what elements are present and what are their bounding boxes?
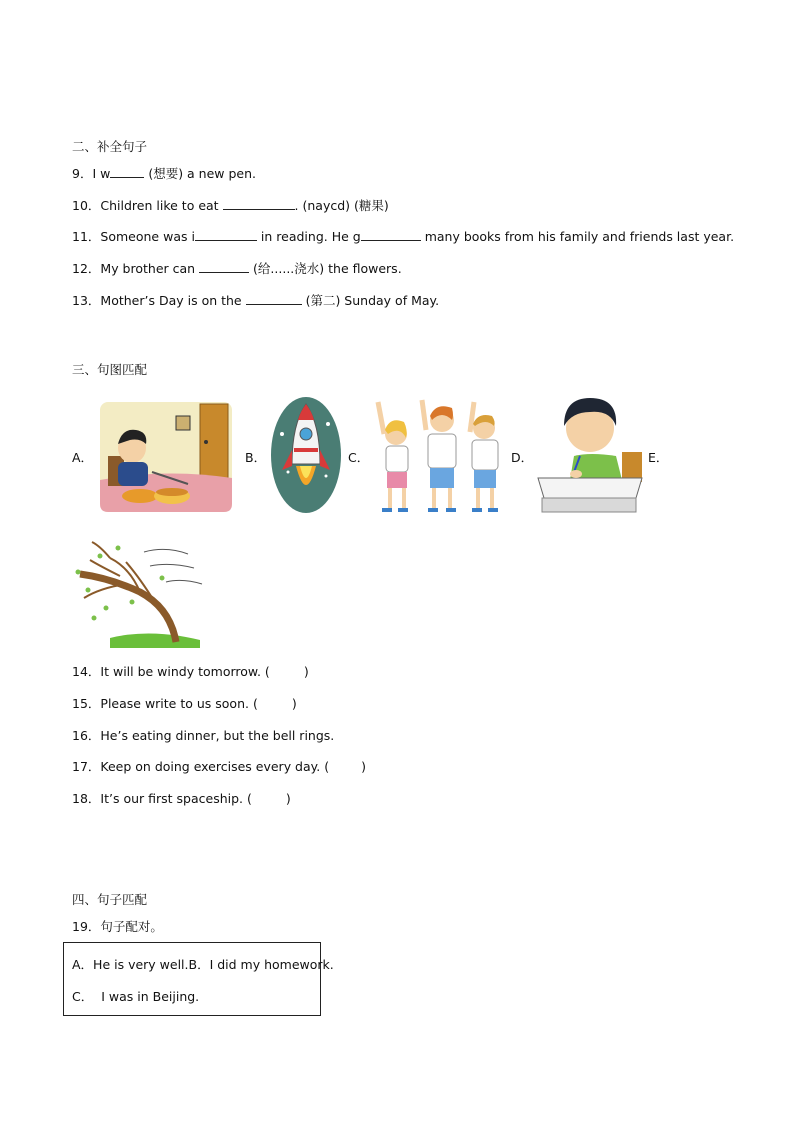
section-2-title: 二、补全句子 (72, 139, 148, 154)
answer-blank[interactable] (110, 166, 144, 178)
answer-blank[interactable] (246, 293, 302, 305)
boy-eating-dinner-image (96, 400, 236, 516)
options-box (63, 942, 334, 1016)
option-label-d: D． (511, 450, 534, 465)
question-11: 11．Someone was i in reading. He g many books from his family and friends last year. (72, 229, 735, 244)
option-label-a: A． (72, 450, 94, 465)
question-17: 17．Keep on doing exercises every day. ( ) (72, 759, 366, 774)
options-line-1: A．He is very well.B．I did my homework. (72, 957, 334, 972)
question-15: 15．Please write to us soon. ( ) (72, 696, 297, 711)
question-9: 9．I w (想要) a new pen. (72, 166, 257, 181)
question-19: 19．句子配对。 (72, 919, 163, 934)
question-18: 18．It’s our first spaceship. ( ) (72, 791, 291, 806)
question-number: 12． (72, 261, 101, 276)
windy-tree-image (70, 538, 208, 650)
question-16: 16．He’s eating dinner, but the bell rings. (72, 728, 335, 743)
answer-blank[interactable] (199, 261, 249, 273)
question-number: 11． (72, 229, 101, 244)
rocket-image (268, 394, 344, 516)
question-12: 12．My brother can (给......浇水) the flowers. (72, 261, 402, 276)
option-label-c: C． (348, 450, 370, 465)
answer-blank[interactable] (223, 198, 295, 210)
question-14: 14．It will be windy tomorrow. ( ) (72, 664, 309, 679)
answer-blank[interactable] (361, 229, 421, 241)
question-number: 10． (72, 198, 101, 213)
section-3-title: 三、句图匹配 (72, 362, 148, 377)
question-number: 13． (72, 293, 101, 308)
children-exercising-image (370, 394, 510, 518)
section-4-title: 四、句子匹配 (72, 892, 148, 907)
option-label-e: E． (648, 450, 669, 465)
boy-writing-image (534, 394, 646, 516)
option-label-b: B． (245, 450, 267, 465)
question-13: 13．Mother’s Day is on the (第二) Sunday of May. (72, 293, 440, 308)
answer-blank[interactable] (195, 229, 257, 241)
options-line-2: C． I was in Beijing. (72, 989, 200, 1004)
question-10: 10．Children like to eat . (naycd) (糖果) (72, 198, 389, 213)
question-number: 9． (72, 166, 93, 181)
